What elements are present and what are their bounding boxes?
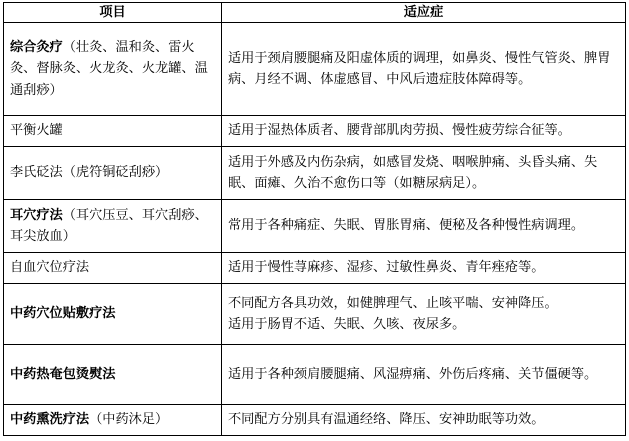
table-row [4, 284, 626, 345]
therapy-name [4, 116, 222, 147]
indication-text: 不同配方分别具有温通经络、降压、安神助眠等功效。 [228, 412, 545, 428]
indication-text: 适用于湿热体质者、腰背部肌肉劳损、慢性疲劳综合征等。 [228, 123, 571, 139]
therapy-name-detail: 平衡火罐 [10, 123, 63, 139]
therapy-indication [222, 23, 626, 116]
indication-text: 适用于肠胃不适、失眠、久咳、夜尿多。 [228, 317, 466, 332]
therapy-indication [222, 345, 626, 405]
table-row [4, 23, 626, 116]
therapy-indication-table [3, 2, 626, 436]
header-item: 项目 [4, 3, 222, 23]
therapy-indication [222, 200, 626, 253]
therapy-indication [222, 147, 626, 200]
therapy-name [4, 200, 222, 253]
therapy-indication [222, 253, 626, 284]
therapy-indication [222, 405, 626, 436]
table-row [4, 253, 626, 284]
therapy-name-bold: 中药穴位贴敷疗法 [10, 306, 116, 322]
indication-text: 适用于慢性荨麻疹、湿疹、过敏性鼻炎、青年痤疮等。 [228, 260, 545, 276]
therapy-name [4, 253, 222, 284]
therapy-indication [222, 284, 626, 345]
therapy-name-bold: 耳穴疗法 [10, 207, 63, 223]
therapy-name [4, 147, 222, 200]
indication-text: 适用于颈肩腰腿痛及阳虚体质的调理，如鼻炎、慢性气管炎、脾胃病、月经不调、体虚感冒、中风后遗症肢体障碍等。 [228, 50, 611, 87]
therapy-name-bold: 中药熏洗疗法 [10, 412, 90, 428]
therapy-name-bold: 中药热奄包烫熨法 [10, 366, 116, 382]
therapy-name-detail: （中药沐足） [89, 412, 169, 428]
indication-text: 适用于各种颈肩腰腿痛、风湿痹痛、外伤后疼痛、关节僵硬等。 [228, 366, 598, 382]
table-header-row [4, 3, 626, 23]
therapy-name [4, 284, 222, 345]
table-row [4, 147, 626, 200]
table-row [4, 116, 626, 147]
therapy-name-detail: （壮灸、温和灸、雷火灸、督脉灸、火龙灸、火龙罐、温通刮痧） [10, 39, 208, 98]
therapy-name [4, 405, 222, 436]
indication-text: 不同配方各具功效，如健脾理气、止咳平喘、安神降压。 [228, 295, 558, 311]
therapy-name-detail: 李氏砭法（虎符铜砭刮痧） [10, 165, 169, 181]
therapy-indication [222, 116, 626, 147]
header-indication: 适应症 [222, 3, 626, 23]
therapy-name-detail: （耳穴压豆、耳穴刮痧、耳尖放血） [10, 207, 208, 244]
therapy-name-detail: 自血穴位疗法 [10, 260, 90, 276]
therapy-name [4, 23, 222, 116]
indication-text: 常用于各种痛症、失眠、胃胀胃痛、便秘及各种慢性病调理。 [228, 218, 585, 234]
table-row [4, 405, 626, 436]
table-row [4, 345, 626, 405]
indication-text: 适用于外感及内伤杂病，如感冒发烧、咽喉肿痛、头昏头痛、失眠、面瘫、久治不愈伤口等（如糖尿病足）。 [228, 154, 598, 191]
therapy-name [4, 345, 222, 405]
therapy-name-bold: 综合灸疗 [10, 39, 63, 55]
table-row [4, 200, 626, 253]
